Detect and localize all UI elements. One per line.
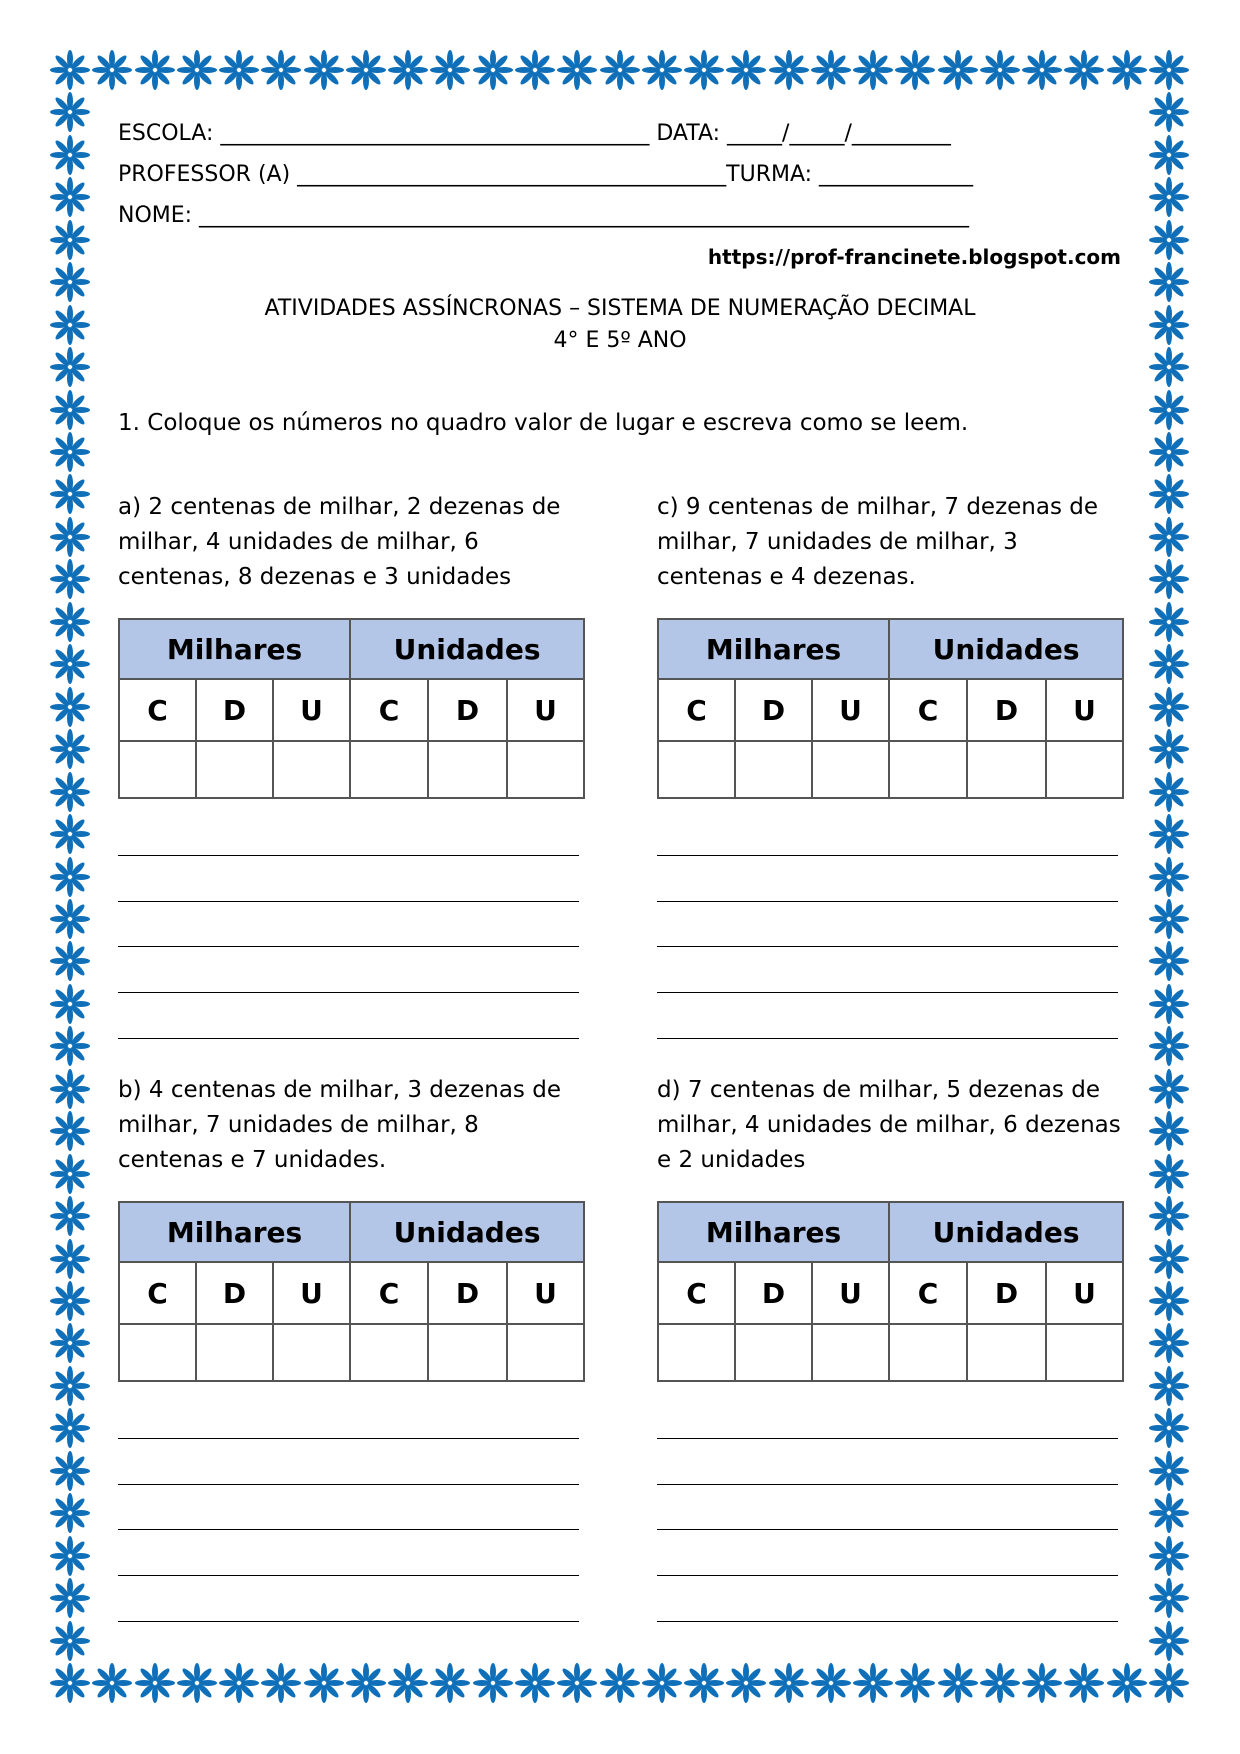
column-label: D	[196, 1262, 273, 1324]
flower-icon	[853, 1663, 893, 1703]
flower-icon	[811, 50, 851, 90]
header-unidades: Unidades	[889, 619, 1123, 679]
flower-icon	[50, 941, 90, 981]
flower-icon	[50, 899, 90, 939]
answer-cell[interactable]	[658, 1324, 735, 1381]
item-c-statement: c) 9 centenas de milhar, 7 dezenas de milhar, 7 unidades de milhar, 3 centenas e 4 dezenas.	[657, 494, 1099, 590]
flower-icon	[50, 1026, 90, 1066]
flower-icon	[261, 1663, 301, 1703]
flower-icon	[50, 687, 90, 727]
answer-cell[interactable]	[119, 1324, 196, 1381]
answer-writing-line[interactable]	[118, 1575, 579, 1576]
answer-writing-line[interactable]	[118, 992, 579, 993]
answer-writing-line[interactable]	[657, 1621, 1118, 1622]
answer-cell[interactable]	[273, 1324, 350, 1381]
blog-url: https://prof-francinete.blogspot.com	[707, 245, 1121, 269]
flower-icon	[346, 50, 386, 90]
flower-icon	[895, 50, 935, 90]
answer-writing-line[interactable]	[657, 1438, 1118, 1439]
flower-icon	[1149, 1621, 1189, 1661]
flower-icon	[1149, 1366, 1189, 1406]
item-b-statement: b) 4 centenas de milhar, 3 dezenas de milhar, 7 unidades de milhar, 8 centenas e 7 unidades.	[118, 1077, 561, 1173]
column-label: C	[119, 679, 196, 741]
flower-icon	[1149, 1196, 1189, 1236]
answer-writing-line[interactable]	[657, 1529, 1118, 1530]
flower-icon	[1149, 772, 1189, 812]
flower-icon	[1149, 1493, 1189, 1533]
answer-cell[interactable]	[119, 741, 196, 798]
column-label: C	[658, 1262, 735, 1324]
flower-icon	[304, 50, 344, 90]
flower-icon	[50, 1408, 90, 1448]
header-milhares: Milhares	[119, 619, 350, 679]
flower-icon	[261, 50, 301, 90]
flower-icon	[1149, 1281, 1189, 1321]
flower-icon	[50, 857, 90, 897]
flower-icon	[50, 559, 90, 599]
flower-icon	[177, 50, 217, 90]
answer-writing-line[interactable]	[118, 901, 579, 902]
flower-icon	[50, 347, 90, 387]
flower-icon	[1149, 984, 1189, 1024]
flower-icon	[1149, 687, 1189, 727]
flower-icon	[1064, 1663, 1104, 1703]
flower-icon	[1149, 1069, 1189, 1109]
column-label: C	[350, 679, 428, 741]
flower-icon	[50, 1578, 90, 1618]
name-field: NOME: ______________________________________________________________________	[118, 203, 970, 228]
answer-cell[interactable]	[196, 1324, 273, 1381]
answer-cell[interactable]	[507, 1324, 584, 1381]
place-value-table-a	[118, 618, 585, 799]
flower-icon	[1149, 1536, 1189, 1576]
flower-icon	[50, 177, 90, 217]
flower-icon	[1149, 1663, 1189, 1703]
page-title: ATIVIDADES ASSÍNCRONAS – SISTEMA DE NUMERAÇÃO DECIMAL	[264, 296, 976, 321]
flower-icon	[938, 1663, 978, 1703]
flower-icon	[684, 1663, 724, 1703]
flower-icon	[980, 50, 1020, 90]
flower-icon	[1149, 899, 1189, 939]
flower-icon	[50, 1196, 90, 1236]
answer-writing-line[interactable]	[657, 1575, 1118, 1576]
flower-icon	[1107, 1663, 1147, 1703]
teacher-field: PROFESSOR (A) _______________________________________TURMA: ______________	[118, 162, 974, 187]
flower-icon	[515, 50, 555, 90]
flower-icon	[1149, 1111, 1189, 1151]
flower-icon	[1149, 644, 1189, 684]
flower-icon	[219, 50, 259, 90]
flower-icon	[1149, 220, 1189, 260]
column-label: U	[812, 1262, 889, 1324]
answer-cell[interactable]	[967, 1324, 1046, 1381]
flower-icon	[811, 1663, 851, 1703]
flower-icon	[50, 1069, 90, 1109]
flower-icon	[346, 1663, 386, 1703]
flower-icon	[50, 1621, 90, 1661]
column-label: U	[273, 1262, 350, 1324]
flower-icon	[50, 1366, 90, 1406]
flower-icon	[1149, 50, 1189, 90]
flower-icon	[177, 1663, 217, 1703]
flower-icon	[50, 1663, 90, 1703]
flower-icon	[50, 1239, 90, 1279]
flower-icon	[1149, 135, 1189, 175]
column-label: U	[1046, 679, 1123, 741]
flower-icon	[135, 50, 175, 90]
flower-icon	[1149, 474, 1189, 514]
answer-writing-line[interactable]	[118, 1038, 579, 1039]
flower-icon	[50, 135, 90, 175]
answer-writing-line[interactable]	[118, 946, 579, 947]
item-a-statement: a) 2 centenas de milhar, 2 dezenas de milhar, 4 unidades de milhar, 6 centenas, 8 dezenas e 3 unidades	[118, 494, 561, 590]
flower-icon	[1149, 390, 1189, 430]
flower-icon	[642, 50, 682, 90]
answer-cell[interactable]	[350, 741, 428, 798]
answer-cell[interactable]	[507, 741, 584, 798]
flower-icon	[1149, 1578, 1189, 1618]
flower-icon	[50, 1451, 90, 1491]
header-unidades: Unidades	[350, 1202, 584, 1262]
place-value-table-b	[118, 1201, 585, 1382]
flower-icon	[50, 92, 90, 132]
answer-writing-line[interactable]	[657, 1484, 1118, 1485]
flower-icon	[388, 1663, 428, 1703]
answer-cell[interactable]	[735, 741, 812, 798]
column-label: U	[1046, 1262, 1123, 1324]
flower-icon	[938, 50, 978, 90]
place-value-table-d	[657, 1201, 1124, 1382]
answer-cell[interactable]	[812, 741, 889, 798]
flower-icon	[50, 1493, 90, 1533]
column-label: D	[196, 679, 273, 741]
flower-icon	[1149, 1408, 1189, 1448]
answer-cell[interactable]	[889, 1324, 967, 1381]
flower-icon	[473, 50, 513, 90]
answer-cell[interactable]	[196, 741, 273, 798]
answer-writing-line[interactable]	[118, 1484, 579, 1485]
flower-icon	[135, 1663, 175, 1703]
header-unidades: Unidades	[889, 1202, 1123, 1262]
question-instruction: 1. Coloque os números no quadro valor de lugar e escreva como se leem.	[118, 410, 969, 436]
column-label: U	[812, 679, 889, 741]
school-field: ESCOLA: _______________________________________ DATA: _____/_____/_________	[118, 121, 951, 146]
flower-icon	[92, 1663, 132, 1703]
flower-icon	[50, 474, 90, 514]
flower-icon	[1149, 729, 1189, 769]
answer-writing-line[interactable]	[657, 1038, 1118, 1039]
flower-icon	[1149, 1239, 1189, 1279]
flower-icon	[726, 1663, 766, 1703]
column-label: D	[735, 1262, 812, 1324]
flower-icon	[1149, 1154, 1189, 1194]
flower-icon	[430, 50, 470, 90]
flower-icon	[769, 50, 809, 90]
flower-icon	[50, 432, 90, 472]
flower-icon	[600, 50, 640, 90]
flower-icon	[515, 1663, 555, 1703]
flower-icon	[1149, 814, 1189, 854]
column-label: D	[967, 679, 1046, 741]
flower-icon	[50, 814, 90, 854]
answer-cell[interactable]	[428, 741, 507, 798]
flower-icon	[50, 772, 90, 812]
answer-cell[interactable]	[1046, 741, 1123, 798]
place-value-table-c	[657, 618, 1124, 799]
flower-icon	[388, 50, 428, 90]
flower-icon	[50, 1154, 90, 1194]
flower-icon	[1149, 602, 1189, 642]
flower-icon	[50, 50, 90, 90]
column-label: U	[273, 679, 350, 741]
flower-icon	[430, 1663, 470, 1703]
flower-icon	[92, 50, 132, 90]
column-label: C	[119, 1262, 196, 1324]
flower-icon	[50, 644, 90, 684]
answer-writing-line[interactable]	[118, 1529, 579, 1530]
flower-icon	[50, 729, 90, 769]
column-label: D	[967, 1262, 1046, 1324]
answer-cell[interactable]	[1046, 1324, 1123, 1381]
flower-icon	[50, 517, 90, 557]
flower-icon	[1149, 92, 1189, 132]
answer-writing-line[interactable]	[118, 855, 579, 856]
flower-icon	[219, 1663, 259, 1703]
column-label: D	[428, 1262, 507, 1324]
flower-icon	[1149, 857, 1189, 897]
flower-icon	[50, 1323, 90, 1363]
flower-icon	[1149, 559, 1189, 599]
answer-cell[interactable]	[273, 741, 350, 798]
flower-icon	[1149, 432, 1189, 472]
column-label: U	[507, 1262, 584, 1324]
answer-writing-line[interactable]	[118, 1621, 579, 1622]
flower-icon	[557, 50, 597, 90]
answer-writing-line[interactable]	[657, 901, 1118, 902]
flower-icon	[50, 984, 90, 1024]
answer-writing-line[interactable]	[657, 992, 1118, 993]
answer-writing-line[interactable]	[657, 946, 1118, 947]
answer-cell[interactable]	[350, 1324, 428, 1381]
flower-icon	[1064, 50, 1104, 90]
answer-cell[interactable]	[658, 741, 735, 798]
flower-icon	[50, 1111, 90, 1151]
flower-icon	[1022, 50, 1062, 90]
flower-icon	[557, 1663, 597, 1703]
flower-icon	[600, 1663, 640, 1703]
answer-cell[interactable]	[812, 1324, 889, 1381]
flower-icon	[684, 50, 724, 90]
column-label: D	[735, 679, 812, 741]
answer-writing-line[interactable]	[657, 855, 1118, 856]
header-milhares: Milhares	[658, 619, 889, 679]
flower-icon	[473, 1663, 513, 1703]
flower-icon	[50, 1281, 90, 1321]
column-label: D	[428, 679, 507, 741]
flower-icon	[895, 1663, 935, 1703]
flower-icon	[50, 390, 90, 430]
header-milhares: Milhares	[658, 1202, 889, 1262]
flower-icon	[1149, 177, 1189, 217]
flower-icon	[1107, 50, 1147, 90]
flower-icon	[50, 1536, 90, 1576]
flower-icon	[1149, 347, 1189, 387]
flower-icon	[1149, 941, 1189, 981]
flower-icon	[980, 1663, 1020, 1703]
column-label: U	[507, 679, 584, 741]
flower-icon	[1149, 517, 1189, 557]
flower-icon	[1022, 1663, 1062, 1703]
flower-icon	[304, 1663, 344, 1703]
column-label: C	[889, 679, 967, 741]
column-label: C	[658, 679, 735, 741]
answer-writing-line[interactable]	[118, 1438, 579, 1439]
column-label: C	[350, 1262, 428, 1324]
column-label: C	[889, 1262, 967, 1324]
answer-cell[interactable]	[735, 1324, 812, 1381]
answer-cell[interactable]	[889, 741, 967, 798]
flower-icon	[726, 50, 766, 90]
answer-cell[interactable]	[967, 741, 1046, 798]
flower-icon	[642, 1663, 682, 1703]
flower-icon	[1149, 1026, 1189, 1066]
item-d-statement: d) 7 centenas de milhar, 5 dezenas de milhar, 4 unidades de milhar, 6 dezenas e 2 unidades	[657, 1077, 1121, 1173]
answer-cell[interactable]	[428, 1324, 507, 1381]
flower-icon	[1149, 1451, 1189, 1491]
flower-icon	[769, 1663, 809, 1703]
header-unidades: Unidades	[350, 619, 584, 679]
page-subtitle: 4° E 5º ANO	[553, 328, 687, 353]
flower-icon	[50, 602, 90, 642]
flower-icon	[50, 220, 90, 260]
flower-icon	[1149, 1323, 1189, 1363]
header-milhares: Milhares	[119, 1202, 350, 1262]
flower-icon	[853, 50, 893, 90]
